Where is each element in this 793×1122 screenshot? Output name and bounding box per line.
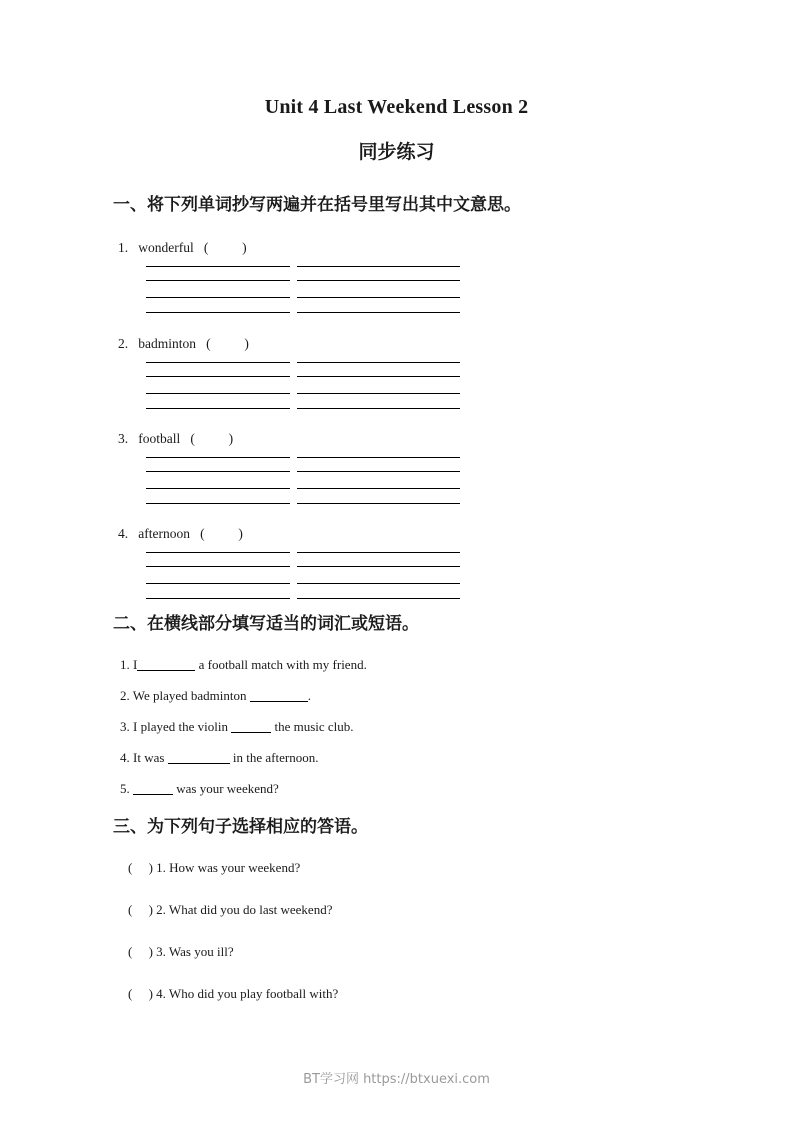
grid-line (297, 598, 460, 599)
grid-line (146, 488, 290, 489)
grid-line (297, 362, 460, 363)
writing-grid[interactable] (146, 552, 460, 602)
answer-bracket[interactable]: ( ) (128, 902, 153, 917)
question-text-before: 1. I (120, 657, 138, 672)
fill-in-question (120, 657, 367, 673)
grid-line (146, 376, 290, 377)
matching-question (128, 944, 234, 960)
grid-line (297, 408, 460, 409)
answer-bracket[interactable]: ( ) (128, 860, 153, 875)
answer-blank[interactable] (231, 732, 271, 733)
writing-grid-column-left[interactable] (146, 266, 290, 316)
writing-grid-column-left[interactable] (146, 457, 290, 507)
page-title: Unit 4 Last Weekend Lesson 2 (264, 96, 529, 118)
grid-line (297, 376, 460, 377)
question-text-before: 3. I played the violin (120, 719, 232, 734)
question-text-after: was your weekend? (173, 781, 279, 796)
section-heading-2: 二、在横线部分填写适当的词汇或短语。 (113, 614, 419, 634)
grid-line (297, 566, 460, 567)
grid-line (297, 488, 460, 489)
grid-line (297, 393, 460, 394)
grid-line (146, 552, 290, 553)
answer-bracket[interactable]: ( ) (128, 944, 153, 959)
grid-line (146, 503, 290, 504)
writing-grid-column-right[interactable] (297, 362, 460, 412)
fill-in-question (120, 781, 279, 797)
matching-question (128, 902, 332, 918)
question-text-after: the music club. (271, 719, 354, 734)
matching-question-text: 2. What did you do last weekend? (152, 902, 333, 917)
copy-word-label: 1. wonderful ( ) (118, 240, 247, 255)
grid-line (297, 457, 460, 458)
grid-line (297, 552, 460, 553)
copy-word-label: 2. badminton ( ) (118, 336, 249, 351)
writing-grid[interactable] (146, 457, 460, 507)
grid-line (146, 408, 290, 409)
grid-line (297, 297, 460, 298)
answer-blank[interactable] (168, 763, 230, 764)
question-text-after: . (307, 688, 312, 703)
page-subtitle: 同步练习 (358, 141, 435, 163)
grid-line (297, 583, 460, 584)
grid-line (146, 583, 290, 584)
matching-question-text: 1. How was your weekend? (152, 860, 301, 875)
grid-line (297, 280, 460, 281)
section-heading-1: 一、将下列单词抄写两遍并在括号里写出其中文意思。 (113, 195, 521, 215)
copy-word-label: 4. afternoon ( ) (118, 526, 243, 541)
writing-grid-column-right[interactable] (297, 266, 460, 316)
grid-line (146, 566, 290, 567)
writing-grid-column-left[interactable] (146, 362, 290, 412)
question-text-before: 4. It was (120, 750, 168, 765)
section-heading-3: 三、为下列句子选择相应的答语。 (113, 817, 368, 837)
writing-grid[interactable] (146, 362, 460, 412)
fill-in-question (120, 719, 354, 735)
writing-grid[interactable] (146, 266, 460, 316)
writing-grid-column-left[interactable] (146, 552, 290, 602)
copy-word-label: 3. football ( ) (118, 431, 234, 446)
fill-in-question (120, 750, 318, 766)
answer-bracket[interactable]: ( ) (128, 986, 153, 1001)
grid-line (146, 312, 290, 313)
matching-question-text: 4. Who did you play football with? (152, 986, 339, 1001)
footer-watermark: BT学习网 https://btxuexi.com (303, 1072, 490, 1087)
grid-line (146, 362, 290, 363)
fill-in-question (120, 688, 311, 704)
grid-line (146, 266, 290, 267)
question-text-before: 2. We played badminton (120, 688, 250, 703)
grid-line (146, 457, 290, 458)
grid-line (146, 297, 290, 298)
grid-line (297, 503, 460, 504)
grid-line (146, 280, 290, 281)
grid-line (297, 266, 460, 267)
grid-line (146, 393, 290, 394)
grid-line (146, 598, 290, 599)
question-text-after: a football match with my friend. (195, 657, 367, 672)
grid-line (146, 471, 290, 472)
answer-blank[interactable] (133, 794, 173, 795)
answer-blank[interactable] (137, 670, 195, 671)
matching-question (128, 860, 300, 876)
matching-question (128, 986, 338, 1002)
matching-question-text: 3. Was you ill? (152, 944, 234, 959)
question-text-after: in the afternoon. (229, 750, 319, 765)
grid-line (297, 312, 460, 313)
grid-line (297, 471, 460, 472)
answer-blank[interactable] (250, 701, 308, 702)
writing-grid-column-right[interactable] (297, 457, 460, 507)
question-text-before: 5. (120, 781, 133, 796)
writing-grid-column-right[interactable] (297, 552, 460, 602)
